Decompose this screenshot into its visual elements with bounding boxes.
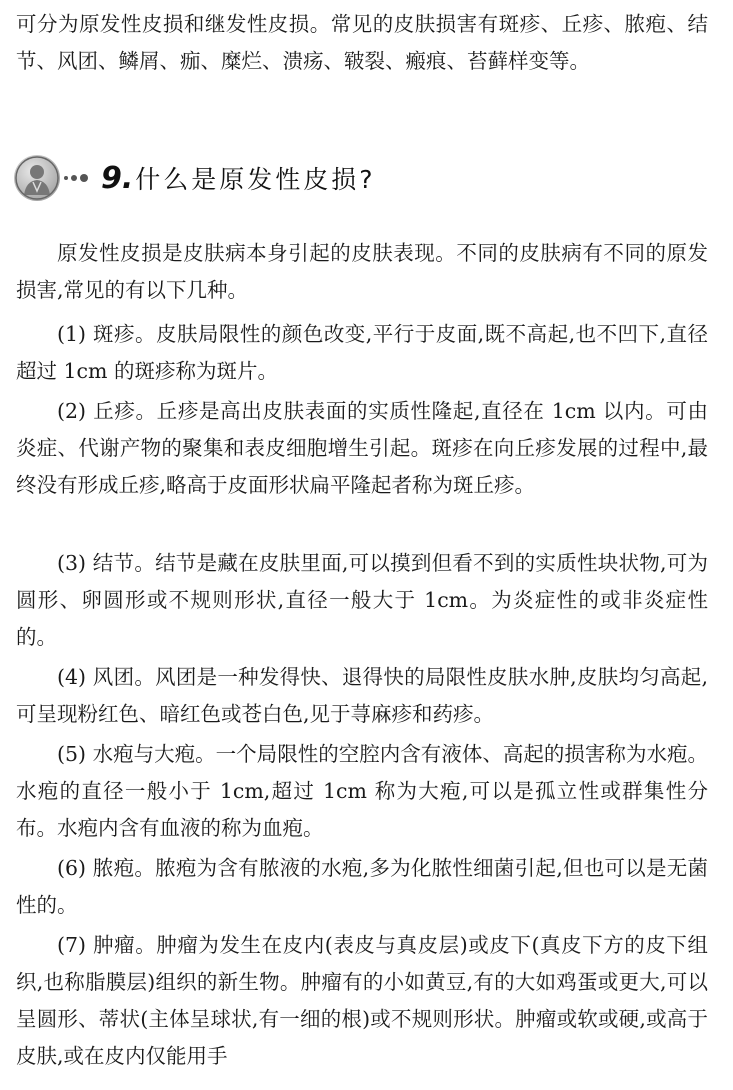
paragraph-nodule: (3) 结节。结节是藏在皮肤里面,可以摸到但看不到的实质性块状物,可为圆形、卵圆形或不规则形状,直径一般大于 1cm。为炎症性的或非炎症性的。 xyxy=(16,551,708,649)
paragraph-vesicle: (5) 水疱与大疱。一个局限性的空腔内含有液体、高起的损害称为水疱。水疱的直径一般小于 1cm,超过 1cm 称为大疱,可以是孤立性或群集性分布。水疱内含有血液的称为血疱。 xyxy=(16,742,708,840)
intro-paragraph: 可分为原发性皮损和继发性皮损。常见的皮肤损害有斑疹、丘疹、脓疱、结节、风团、鳞屑、痂、糜烂、溃疡、皲裂、瘢痕、苔藓样变等。 xyxy=(16,12,708,73)
doctor-portrait-icon xyxy=(14,155,60,201)
section-heading xyxy=(14,148,514,208)
paragraph-macule: (1) 斑疹。皮肤局限性的颜色改变,平行于皮面,既不高起,也不凹下,直径超过 1cm 的斑疹称为斑片。 xyxy=(16,322,708,383)
decorative-dots xyxy=(64,174,91,182)
paragraph-tumor: (7) 肿瘤。肿瘤为发生在皮内(表皮与真皮层)或皮下(真皮下方的皮下组织,也称脂膜层)组织的新生物。肿瘤有的小如黄豆,有的大如鸡蛋或更大,可以呈圆形、蒂状(主体呈球状,有一细的根)或不规则形状。肿瘤或软或硬,或高于皮肤,或在皮内仅能用手 xyxy=(16,933,708,1068)
section-title: 什么是原发性皮损? xyxy=(135,165,376,194)
paragraph-wheal: (4) 风团。风团是一种发得快、退得快的局限性皮肤水肿,皮肤均匀高起,可呈现粉红色、暗红色或苍白色,见于荨麻疹和药疹。 xyxy=(16,665,708,726)
paragraph-intro: 原发性皮损是皮肤病本身引起的皮肤表现。不同的皮肤病有不同的原发损害,常见的有以下几种。 xyxy=(16,241,708,302)
section-number: 9. xyxy=(101,160,134,196)
paragraph-pustule: (6) 脓疱。脓疱为含有脓液的水疱,多为化脓性细菌引起,但也可以是无菌性的。 xyxy=(16,856,708,917)
paragraph-papule: (2) 丘疹。丘疹是高出皮肤表面的实质性隆起,直径在 1cm 以内。可由炎症、代谢产物的聚集和表皮细胞增生引起。斑疹在向丘疹发展的过程中,最终没有形成丘疹,略高于皮面形状扁平隆起者称为斑丘疹。 xyxy=(16,399,708,497)
